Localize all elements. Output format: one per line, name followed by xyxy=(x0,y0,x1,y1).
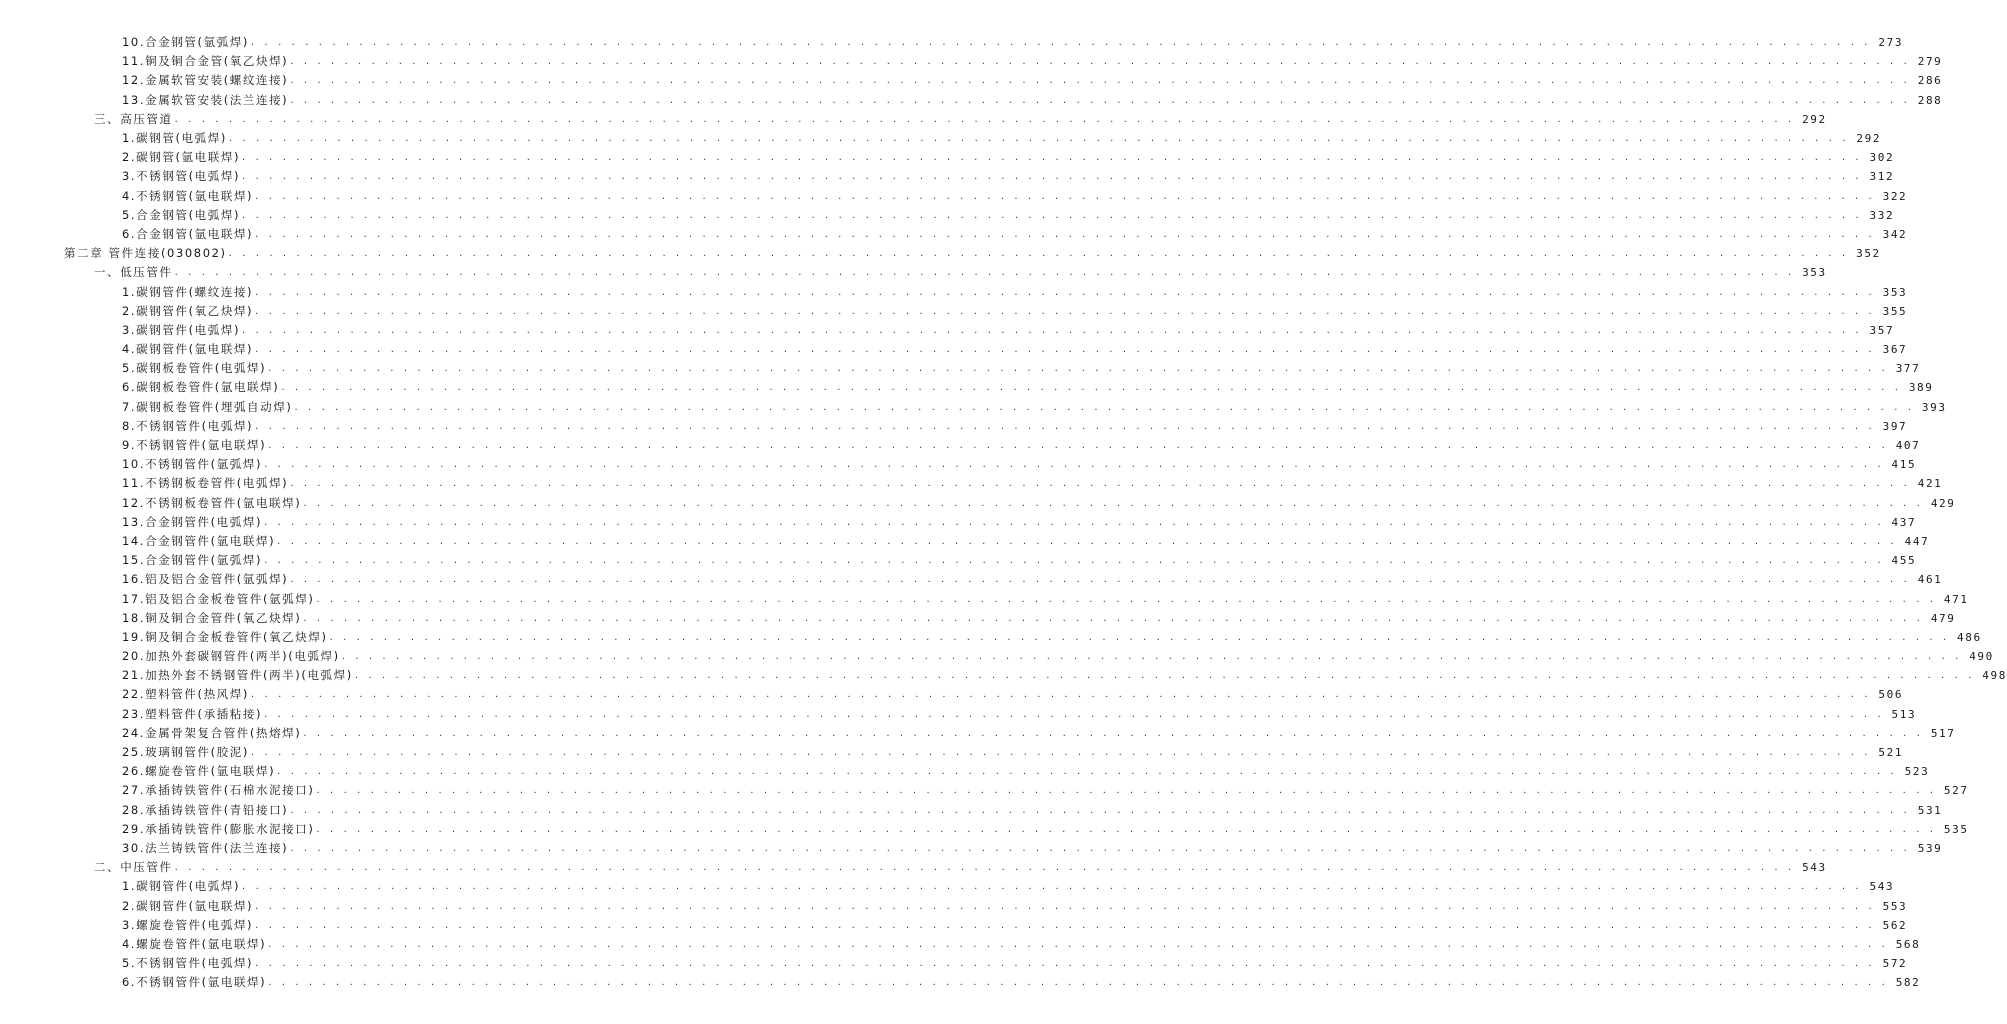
toc-dot-leader: . . . . . . . . . . . . . . . . . . . . . . . . . . . . . . . . . . . . . . . . . . . . . . . . . . . . . . . . . . . . . . . . . . . . . . . . . . . . . . . . . . . . . . . . . . . . . . . . . . . . . . . . . . . . . . . . . . . . . . . . xyxy=(264,555,1885,567)
toc-entry-title: 21.加热外套不锈钢管件(两半)(电弧焊) xyxy=(122,668,353,683)
toc-page-number: 429 xyxy=(1930,496,1956,510)
toc-page-number: 517 xyxy=(1930,726,1956,740)
toc-item-row xyxy=(0,455,1917,474)
toc-entry-title: 10.不锈钢管件(氩弧焊) xyxy=(122,457,263,472)
toc-item-row xyxy=(0,973,1921,992)
toc-entry-title: 25.玻璃钢管件(胶泥) xyxy=(122,745,249,760)
toc-dot-leader: . . . . . . . . . . . . . . . . . . . . . . . . . . . . . . . . . . . . . . . . . . . . . . . . . . . . . . . . . . . . . . . . . . . . . . . . . . . . . . . . . . . . . . . . . . . . . . . . . . . . . . . . . . . . . . . . . . . . . . . . xyxy=(250,689,1872,701)
toc-page-number: 355 xyxy=(1882,304,1908,318)
toc-page-number: 352 xyxy=(1856,247,1881,261)
toc-entry-title: 4.碳钢管件(氩电联焊) xyxy=(122,342,254,357)
toc-page-number: 292 xyxy=(1802,112,1827,126)
toc-entry-title: 5.碳钢板卷管件(电弧焊) xyxy=(122,361,267,376)
toc-page-number: 471 xyxy=(1943,592,1969,606)
toc-page-number: 389 xyxy=(1908,381,1934,395)
toc-page-number: 393 xyxy=(1921,400,1947,414)
toc-dot-leader: . . . . . . . . . . . . . . . . . . . . . . . . . . . . . . . . . . . . . . . . . . . . . . . . . . . . . . . . . . . . . . . . . . . . . . . . . . . . . . . . . . . . . . . . . . . . . . . . . . . . . . . . . . . . . . . . . . . . . . . . xyxy=(174,267,1795,279)
toc-dot-leader: . . . . . . . . . . . . . . . . . . . . . . . . . . . . . . . . . . . . . . . . . . . . . . . . . . . . . . . . . . . . . . . . . . . . . . . . . . . . . . . . . . . . . . . . . . . . . . . . . . . . . . . . . . . . . . . . . . . . . . . . xyxy=(303,727,1924,739)
toc-page-number: 498 xyxy=(1982,669,2007,683)
toc-entry-title: 6.碳钢板卷管件(氩电联焊) xyxy=(122,380,280,395)
toc-entry-title: 29.承插铸铁管件(膨胀水泥接口) xyxy=(122,821,315,836)
toc-page-number: 288 xyxy=(1917,93,1943,107)
toc-dot-leader: . . . . . . . . . . . . . . . . . . . . . . . . . . . . . . . . . . . . . . . . . . . . . . . . . . . . . . . . . . . . . . . . . . . . . . . . . . . . . . . . . . . . . . . . . . . . . . . . . . . . . . . . . . . . . . . . . . . . . . . . xyxy=(228,133,1850,145)
toc-dot-leader: . . . . . . . . . . . . . . . . . . . . . . . . . . . . . . . . . . . . . . . . . . . . . . . . . . . . . . . . . . . . . . . . . . . . . . . . . . . . . . . . . . . . . . . . . . . . . . . . . . . . . . . . . . . . . . . . . . . . . . . . xyxy=(303,497,1924,509)
toc-section-row xyxy=(0,110,1827,129)
toc-page-number: 415 xyxy=(1891,458,1917,472)
toc-dot-leader: . . . . . . . . . . . . . . . . . . . . . . . . . . . . . . . . . . . . . . . . . . . . . . . . . . . . . . . . . . . . . . . . . . . . . . . . . . . . . . . . . . . . . . . . . . . . . . . . . . . . . . . . . . . . . . . . . . . . . . . . xyxy=(174,113,1795,125)
toc-section-row xyxy=(0,858,1827,877)
toc-page-number: 455 xyxy=(1891,554,1917,568)
toc-dot-leader: . . . . . . . . . . . . . . . . . . . . . . . . . . . . . . . . . . . . . . . . . . . . . . . . . . . . . . . . . . . . . . . . . . . . . . . . . . . . . . . . . . . . . . . . . . . . . . . . . . . . . . . . . . . . . . . . . . . . . . . . xyxy=(174,862,1795,874)
toc-dot-leader: . . . . . . . . . . . . . . . . . . . . . . . . . . . . . . . . . . . . . . . . . . . . . . . . . . . . . . . . . . . . . . . . . . . . . . . . . . . . . . . . . . . . . . . . . . . . . . . . . . . . . . . . . . . . . . . . . . . . . . . . xyxy=(329,631,1950,643)
toc-section-row xyxy=(0,263,1827,282)
toc-dot-leader: . . . . . . . . . . . . . . . . . . . . . . . . . . . . . . . . . . . . . . . . . . . . . . . . . . . . . . . . . . . . . . . . . . . . . . . . . . . . . . . . . . . . . . . . . . . . . . . . . . . . . . . . . . . . . . . . . . . . . . . . xyxy=(255,286,1876,298)
toc-dot-leader: . . . . . . . . . . . . . . . . . . . . . . . . . . . . . . . . . . . . . . . . . . . . . . . . . . . . . . . . . . . . . . . . . . . . . . . . . . . . . . . . . . . . . . . . . . . . . . . . . . . . . . . . . . . . . . . . . . . . . . . . xyxy=(294,401,1915,413)
toc-item-row xyxy=(0,532,1930,551)
toc-page-number: 562 xyxy=(1882,918,1908,932)
toc-dot-leader: . . . . . . . . . . . . . . . . . . . . . . . . . . . . . . . . . . . . . . . . . . . . . . . . . . . . . . . . . . . . . . . . . . . . . . . . . . . . . . . . . . . . . . . . . . . . . . . . . . . . . . . . . . . . . . . . . . . . . . . . xyxy=(250,747,1872,759)
toc-page-number: 535 xyxy=(1943,822,1969,836)
toc-dot-leader: . . . . . . . . . . . . . . . . . . . . . . . . . . . . . . . . . . . . . . . . . . . . . . . . . . . . . . . . . . . . . . . . . . . . . . . . . . . . . . . . . . . . . . . . . . . . . . . . . . . . . . . . . . . . . . . . . . . . . . . . xyxy=(228,248,1849,260)
toc-item-row xyxy=(0,187,1908,206)
toc-page-number: 521 xyxy=(1878,746,1904,760)
toc-dot-leader: . . . . . . . . . . . . . . . . . . . . . . . . . . . . . . . . . . . . . . . . . . . . . . . . . . . . . . . . . . . . . . . . . . . . . . . . . . . . . . . . . . . . . . . . . . . . . . . . . . . . . . . . . . . . . . . . . . . . . . . . xyxy=(255,900,1876,912)
toc-item-row xyxy=(0,378,1934,397)
toc-item-row xyxy=(0,801,1943,820)
toc-entry-title: 19.铜及铜合金板卷管件(氧乙炔焊) xyxy=(122,629,328,644)
toc-item-row xyxy=(0,52,1943,71)
toc-item-row xyxy=(0,33,1904,52)
toc-entry-title: 2.碳钢管件(氧乙炔焊) xyxy=(122,303,254,318)
toc-dot-leader: . . . . . . . . . . . . . . . . . . . . . . . . . . . . . . . . . . . . . . . . . . . . . . . . . . . . . . . . . . . . . . . . . . . . . . . . . . . . . . . . . . . . . . . . . . . . . . . . . . . . . . . . . . . . . . . . . . . . . . . . xyxy=(242,881,1863,893)
toc-dot-leader: . . . . . . . . . . . . . . . . . . . . . . . . . . . . . . . . . . . . . . . . . . . . . . . . . . . . . . . . . . . . . . . . . . . . . . . . . . . . . . . . . . . . . . . . . . . . . . . . . . . . . . . . . . . . . . . . . . . . . . . . xyxy=(303,612,1924,624)
toc-entry-title: 12.金属软管安装(螺纹连接) xyxy=(122,73,289,88)
toc-page-number: 353 xyxy=(1882,285,1908,299)
toc-page-number: 332 xyxy=(1869,208,1895,222)
toc-entry-title: 22.塑料管件(热风焊) xyxy=(122,687,249,702)
toc-entry-title: 20.加热外套碳钢管件(两半)(电弧焊) xyxy=(122,649,340,664)
toc-item-row xyxy=(0,628,1982,647)
toc-page-number: 279 xyxy=(1917,55,1943,69)
toc-page-number: 461 xyxy=(1917,573,1943,587)
toc-page-number: 312 xyxy=(1869,170,1895,184)
toc-page-number: 479 xyxy=(1930,611,1956,625)
toc-entry-title: 5.不锈钢管件(电弧焊) xyxy=(122,956,254,971)
toc-entry-title: 3.不锈钢管(电弧焊) xyxy=(122,169,241,184)
toc-chapter-row xyxy=(0,244,1881,263)
toc-dot-leader: . . . . . . . . . . . . . . . . . . . . . . . . . . . . . . . . . . . . . . . . . . . . . . . . . . . . . . . . . . . . . . . . . . . . . . . . . . . . . . . . . . . . . . . . . . . . . . . . . . . . . . . . . . . . . . . . . . . . . . . . xyxy=(290,56,1911,68)
toc-item-row xyxy=(0,225,1908,244)
toc-item-row xyxy=(0,589,1969,608)
toc-item-row xyxy=(0,896,1908,915)
toc-item-row xyxy=(0,91,1943,110)
toc-entry-title: 15.合金钢管件(氩弧焊) xyxy=(122,553,263,568)
toc-entry-title: 5.合金钢管(电弧焊) xyxy=(122,207,241,222)
toc-item-row xyxy=(0,513,1917,532)
toc-page-number: 527 xyxy=(1943,784,1969,798)
toc-page-number: 506 xyxy=(1878,688,1904,702)
toc-entry-title: 13.合金钢管件(电弧焊) xyxy=(122,514,263,529)
toc-dot-leader: . . . . . . . . . . . . . . . . . . . . . . . . . . . . . . . . . . . . . . . . . . . . . . . . . . . . . . . . . . . . . . . . . . . . . . . . . . . . . . . . . . . . . . . . . . . . . . . . . . . . . . . . . . . . . . . . . . . . . . . . xyxy=(290,842,1911,854)
toc-entry-title: 13.金属软管安装(法兰连接) xyxy=(122,92,289,107)
toc-page-number: 302 xyxy=(1869,151,1895,165)
toc-entry-title: 4.螺旋卷管件(氩电联焊) xyxy=(122,936,267,951)
toc-dot-leader: . . . . . . . . . . . . . . . . . . . . . . . . . . . . . . . . . . . . . . . . . . . . . . . . . . . . . . . . . . . . . . . . . . . . . . . . . . . . . . . . . . . . . . . . . . . . . . . . . . . . . . . . . . . . . . . . . . . . . . . . xyxy=(250,37,1872,49)
toc-page-number: 513 xyxy=(1891,707,1917,721)
toc-page-number: 543 xyxy=(1802,861,1827,875)
toc-dot-leader: . . . . . . . . . . . . . . . . . . . . . . . . . . . . . . . . . . . . . . . . . . . . . . . . . . . . . . . . . . . . . . . . . . . . . . . . . . . . . . . . . . . . . . . . . . . . . . . . . . . . . . . . . . . . . . . . . . . . . . . . xyxy=(242,324,1863,336)
toc-dot-leader: . . . . . . . . . . . . . . . . . . . . . . . . . . . . . . . . . . . . . . . . . . . . . . . . . . . . . . . . . . . . . . . . . . . . . . . . . . . . . . . . . . . . . . . . . . . . . . . . . . . . . . . . . . . . . . . . . . . . . . . . xyxy=(316,785,1937,797)
toc-page-number: 582 xyxy=(1895,976,1921,990)
toc-dot-leader: . . . . . . . . . . . . . . . . . . . . . . . . . . . . . . . . . . . . . . . . . . . . . . . . . . . . . . . . . . . . . . . . . . . . . . . . . . . . . . . . . . . . . . . . . . . . . . . . . . . . . . . . . . . . . . . . . . . . . . . . xyxy=(290,804,1911,816)
toc-dot-leader: . . . . . . . . . . . . . . . . . . . . . . . . . . . . . . . . . . . . . . . . . . . . . . . . . . . . . . . . . . . . . . . . . . . . . . . . . . . . . . . . . . . . . . . . . . . . . . . . . . . . . . . . . . . . . . . . . . . . . . . . xyxy=(264,459,1885,471)
toc-item-row xyxy=(0,724,1956,743)
toc-page-number: 543 xyxy=(1869,880,1895,894)
toc-dot-leader: . . . . . . . . . . . . . . . . . . . . . . . . . . . . . . . . . . . . . . . . . . . . . . . . . . . . . . . . . . . . . . . . . . . . . . . . . . . . . . . . . . . . . . . . . . . . . . . . . . . . . . . . . . . . . . . . . . . . . . . . xyxy=(290,574,1911,586)
toc-item-row xyxy=(0,954,1908,973)
toc-item-row xyxy=(0,71,1943,90)
toc-page-number: 447 xyxy=(1904,534,1930,548)
toc-item-row xyxy=(0,167,1895,186)
toc-dot-leader: . . . . . . . . . . . . . . . . . . . . . . . . . . . . . . . . . . . . . . . . . . . . . . . . . . . . . . . . . . . . . . . . . . . . . . . . . . . . . . . . . . . . . . . . . . . . . . . . . . . . . . . . . . . . . . . . . . . . . . . . xyxy=(341,651,1962,663)
toc-entry-title: 1.碳钢管件(螺纹连接) xyxy=(122,284,254,299)
toc-dot-leader: . . . . . . . . . . . . . . . . . . . . . . . . . . . . . . . . . . . . . . . . . . . . . . . . . . . . . . . . . . . . . . . . . . . . . . . . . . . . . . . . . . . . . . . . . . . . . . . . . . . . . . . . . . . . . . . . . . . . . . . . xyxy=(268,977,1889,989)
toc-page-number: 421 xyxy=(1917,477,1943,491)
toc-item-row xyxy=(0,839,1943,858)
toc-dot-leader: . . . . . . . . . . . . . . . . . . . . . . . . . . . . . . . . . . . . . . . . . . . . . . . . . . . . . . . . . . . . . . . . . . . . . . . . . . . . . . . . . . . . . . . . . . . . . . . . . . . . . . . . . . . . . . . . . . . . . . . . xyxy=(290,478,1911,490)
toc-entry-title: 18.铜及铜合金管件(氧乙炔焊) xyxy=(122,610,302,625)
toc-item-row xyxy=(0,436,1921,455)
toc-dot-leader: . . . . . . . . . . . . . . . . . . . . . . . . . . . . . . . . . . . . . . . . . . . . . . . . . . . . . . . . . . . . . . . . . . . . . . . . . . . . . . . . . . . . . . . . . . . . . . . . . . . . . . . . . . . . . . . . . . . . . . . . xyxy=(316,823,1937,835)
toc-item-row xyxy=(0,494,1956,513)
toc-item-row xyxy=(0,916,1908,935)
toc-page-number: 397 xyxy=(1882,419,1908,433)
toc-item-row xyxy=(0,129,1882,148)
toc-entry-title: 1.碳钢管(电弧焊) xyxy=(122,131,227,146)
toc-entry-title: 14.合金钢管件(氩电联焊) xyxy=(122,533,276,548)
toc-page-number: 377 xyxy=(1895,362,1921,376)
toc-page-number: 353 xyxy=(1802,266,1827,280)
toc-entry-title: 三、高压管道 xyxy=(94,111,173,126)
toc-dot-leader: . . . . . . . . . . . . . . . . . . . . . . . . . . . . . . . . . . . . . . . . . . . . . . . . . . . . . . . . . . . . . . . . . . . . . . . . . . . . . . . . . . . . . . . . . . . . . . . . . . . . . . . . . . . . . . . . . . . . . . . . xyxy=(316,593,1937,605)
toc-item-row xyxy=(0,935,1921,954)
toc-entry-title: 30.法兰铸铁管件(法兰连接) xyxy=(122,840,289,855)
toc-dot-leader: . . . . . . . . . . . . . . . . . . . . . . . . . . . . . . . . . . . . . . . . . . . . . . . . . . . . . . . . . . . . . . . . . . . . . . . . . . . . . . . . . . . . . . . . . . . . . . . . . . . . . . . . . . . . . . . . . . . . . . . . xyxy=(268,363,1889,375)
toc-dot-leader: . . . . . . . . . . . . . . . . . . . . . . . . . . . . . . . . . . . . . . . . . . . . . . . . . . . . . . . . . . . . . . . . . . . . . . . . . . . . . . . . . . . . . . . . . . . . . . . . . . . . . . . . . . . . . . . . . . . . . . . . xyxy=(242,171,1863,183)
toc-item-row xyxy=(0,302,1908,321)
toc-entry-title: 6.不锈钢管件(氩电联焊) xyxy=(122,975,267,990)
toc-page-number: 523 xyxy=(1904,765,1930,779)
toc-page-number: 407 xyxy=(1895,439,1921,453)
toc-dot-leader: . . . . . . . . . . . . . . . . . . . . . . . . . . . . . . . . . . . . . . . . . . . . . . . . . . . . . . . . . . . . . . . . . . . . . . . . . . . . . . . . . . . . . . . . . . . . . . . . . . . . . . . . . . . . . . . . . . . . . . . . xyxy=(290,75,1911,87)
toc-item-row xyxy=(0,666,2007,685)
toc-item-row xyxy=(0,762,1930,781)
toc-page-number: 490 xyxy=(1969,650,1994,664)
toc-dot-leader: . . . . . . . . . . . . . . . . . . . . . . . . . . . . . . . . . . . . . . . . . . . . . . . . . . . . . . . . . . . . . . . . . . . . . . . . . . . . . . . . . . . . . . . . . . . . . . . . . . . . . . . . . . . . . . . . . . . . . . . . xyxy=(255,228,1876,240)
toc-page-number: 322 xyxy=(1882,189,1908,203)
toc-item-row xyxy=(0,282,1908,301)
toc-dot-leader: . . . . . . . . . . . . . . . . . . . . . . . . . . . . . . . . . . . . . . . . . . . . . . . . . . . . . . . . . . . . . . . . . . . . . . . . . . . . . . . . . . . . . . . . . . . . . . . . . . . . . . . . . . . . . . . . . . . . . . . . xyxy=(277,766,1898,778)
toc-entry-title: 17.铝及铝合金板卷管件(氩弧焊) xyxy=(122,591,315,606)
toc-entry-title: 28.承插铸铁管件(青铅接口) xyxy=(122,802,289,817)
toc-page-number: 539 xyxy=(1917,841,1943,855)
toc-entry-title: 6.合金钢管(氩电联焊) xyxy=(122,226,254,241)
toc-entry-title: 1.碳钢管件(电弧焊) xyxy=(122,879,241,894)
toc-page-number: 437 xyxy=(1891,515,1917,529)
toc-entry-title: 24.金属骨架复合管件(热熔焊) xyxy=(122,725,302,740)
toc-page-number: 292 xyxy=(1856,132,1882,146)
toc-page-number: 286 xyxy=(1917,74,1943,88)
toc-entry-title: 11.铜及铜合金管(氧乙炔焊) xyxy=(122,54,289,69)
toc-page-number: 572 xyxy=(1882,957,1908,971)
toc-dot-leader: . . . . . . . . . . . . . . . . . . . . . . . . . . . . . . . . . . . . . . . . . . . . . . . . . . . . . . . . . . . . . . . . . . . . . . . . . . . . . . . . . . . . . . . . . . . . . . . . . . . . . . . . . . . . . . . . . . . . . . . . xyxy=(354,670,1975,682)
toc-entry-title: 一、低压管件 xyxy=(94,265,173,280)
toc-item-row xyxy=(0,609,1956,628)
toc-page-number: 531 xyxy=(1917,803,1943,817)
toc-entry-title: 16.铝及铝合金管件(氩弧焊) xyxy=(122,572,289,587)
toc-page-number: 568 xyxy=(1895,937,1921,951)
toc-dot-leader: . . . . . . . . . . . . . . . . . . . . . . . . . . . . . . . . . . . . . . . . . . . . . . . . . . . . . . . . . . . . . . . . . . . . . . . . . . . . . . . . . . . . . . . . . . . . . . . . . . . . . . . . . . . . . . . . . . . . . . . . xyxy=(242,152,1863,164)
toc-item-row xyxy=(0,877,1895,896)
toc-dot-leader: . . . . . . . . . . . . . . . . . . . . . . . . . . . . . . . . . . . . . . . . . . . . . . . . . . . . . . . . . . . . . . . . . . . . . . . . . . . . . . . . . . . . . . . . . . . . . . . . . . . . . . . . . . . . . . . . . . . . . . . . xyxy=(277,535,1898,547)
toc-entry-title: 9.不锈钢管件(氩电联焊) xyxy=(122,438,267,453)
toc-page-number: 273 xyxy=(1878,36,1904,50)
toc-entry-title: 2.碳钢管(氩电联焊) xyxy=(122,150,241,165)
toc-item-row xyxy=(0,820,1969,839)
toc-dot-leader: . . . . . . . . . . . . . . . . . . . . . . . . . . . . . . . . . . . . . . . . . . . . . . . . . . . . . . . . . . . . . . . . . . . . . . . . . . . . . . . . . . . . . . . . . . . . . . . . . . . . . . . . . . . . . . . . . . . . . . . . xyxy=(255,958,1876,970)
toc-entry-title: 第二章 管件连接(030802) xyxy=(64,246,227,261)
toc-dot-leader: . . . . . . . . . . . . . . . . . . . . . . . . . . . . . . . . . . . . . . . . . . . . . . . . . . . . . . . . . . . . . . . . . . . . . . . . . . . . . . . . . . . . . . . . . . . . . . . . . . . . . . . . . . . . . . . . . . . . . . . . xyxy=(268,440,1889,452)
toc-entry-title: 3.碳钢管件(电弧焊) xyxy=(122,322,241,337)
toc-entry-title: 2.碳钢管件(氩电联焊) xyxy=(122,898,254,913)
toc-item-row xyxy=(0,570,1943,589)
toc-item-row xyxy=(0,781,1969,800)
toc-dot-leader: . . . . . . . . . . . . . . . . . . . . . . . . . . . . . . . . . . . . . . . . . . . . . . . . . . . . . . . . . . . . . . . . . . . . . . . . . . . . . . . . . . . . . . . . . . . . . . . . . . . . . . . . . . . . . . . . . . . . . . . . xyxy=(255,190,1876,202)
toc-item-row xyxy=(0,705,1917,724)
toc-dot-leader: . . . . . . . . . . . . . . . . . . . . . . . . . . . . . . . . . . . . . . . . . . . . . . . . . . . . . . . . . . . . . . . . . . . . . . . . . . . . . . . . . . . . . . . . . . . . . . . . . . . . . . . . . . . . . . . . . . . . . . . . xyxy=(255,919,1876,931)
toc-dot-leader: . . . . . . . . . . . . . . . . . . . . . . . . . . . . . . . . . . . . . . . . . . . . . . . . . . . . . . . . . . . . . . . . . . . . . . . . . . . . . . . . . . . . . . . . . . . . . . . . . . . . . . . . . . . . . . . . . . . . . . . . xyxy=(255,305,1876,317)
toc-item-row xyxy=(0,551,1917,570)
toc-entry-title: 23.塑料管件(承插粘接) xyxy=(122,706,263,721)
toc-dot-leader: . . . . . . . . . . . . . . . . . . . . . . . . . . . . . . . . . . . . . . . . . . . . . . . . . . . . . . . . . . . . . . . . . . . . . . . . . . . . . . . . . . . . . . . . . . . . . . . . . . . . . . . . . . . . . . . . . . . . . . . . xyxy=(264,708,1885,720)
toc-dot-leader: . . . . . . . . . . . . . . . . . . . . . . . . . . . . . . . . . . . . . . . . . . . . . . . . . . . . . . . . . . . . . . . . . . . . . . . . . . . . . . . . . . . . . . . . . . . . . . . . . . . . . . . . . . . . . . . . . . . . . . . . xyxy=(264,516,1885,528)
toc-entry-title: 10.合金钢管(氩弧焊) xyxy=(122,35,249,50)
toc-item-row xyxy=(0,647,1994,666)
toc-dot-leader: . . . . . . . . . . . . . . . . . . . . . . . . . . . . . . . . . . . . . . . . . . . . . . . . . . . . . . . . . . . . . . . . . . . . . . . . . . . . . . . . . . . . . . . . . . . . . . . . . . . . . . . . . . . . . . . . . . . . . . . . xyxy=(255,344,1876,356)
toc-dot-leader: . . . . . . . . . . . . . . . . . . . . . . . . . . . . . . . . . . . . . . . . . . . . . . . . . . . . . . . . . . . . . . . . . . . . . . . . . . . . . . . . . . . . . . . . . . . . . . . . . . . . . . . . . . . . . . . . . . . . . . . . xyxy=(242,209,1863,221)
toc-page-number: 342 xyxy=(1882,227,1908,241)
toc-page-number: 367 xyxy=(1882,343,1908,357)
toc-entry-title: 8.不锈钢管件(电弧焊) xyxy=(122,418,254,433)
toc-page-number: 486 xyxy=(1957,630,1982,644)
toc-item-row xyxy=(0,743,1904,762)
toc-page-number: 553 xyxy=(1882,899,1908,913)
toc-entry-title: 12.不锈钢板卷管件(氩电联焊) xyxy=(122,495,302,510)
toc-entry-title: 11.不锈钢板卷管件(电弧焊) xyxy=(122,476,289,491)
toc-item-row xyxy=(0,398,1947,417)
toc-item-row xyxy=(0,359,1921,378)
toc-item-row xyxy=(0,474,1943,493)
toc-item-row xyxy=(0,321,1895,340)
toc-entry-title: 26.螺旋卷管件(氩电联焊) xyxy=(122,764,276,779)
toc-item-row xyxy=(0,685,1904,704)
toc-entry-title: 7.碳钢板卷管件(埋弧自动焊) xyxy=(122,399,293,414)
table-of-contents xyxy=(0,33,2007,992)
toc-dot-leader: . . . . . . . . . . . . . . . . . . . . . . . . . . . . . . . . . . . . . . . . . . . . . . . . . . . . . . . . . . . . . . . . . . . . . . . . . . . . . . . . . . . . . . . . . . . . . . . . . . . . . . . . . . . . . . . . . . . . . . . . xyxy=(255,420,1876,432)
toc-item-row xyxy=(0,148,1895,167)
toc-dot-leader: . . . . . . . . . . . . . . . . . . . . . . . . . . . . . . . . . . . . . . . . . . . . . . . . . . . . . . . . . . . . . . . . . . . . . . . . . . . . . . . . . . . . . . . . . . . . . . . . . . . . . . . . . . . . . . . . . . . . . . . . xyxy=(281,382,1902,394)
toc-dot-leader: . . . . . . . . . . . . . . . . . . . . . . . . . . . . . . . . . . . . . . . . . . . . . . . . . . . . . . . . . . . . . . . . . . . . . . . . . . . . . . . . . . . . . . . . . . . . . . . . . . . . . . . . . . . . . . . . . . . . . . . . xyxy=(268,938,1889,950)
toc-item-row xyxy=(0,340,1908,359)
toc-entry-title: 二、中压管件 xyxy=(94,860,173,875)
toc-item-row xyxy=(0,417,1908,436)
toc-page-number: 357 xyxy=(1869,323,1895,337)
toc-entry-title: 3.螺旋卷管件(电弧焊) xyxy=(122,917,254,932)
toc-entry-title: 4.不锈钢管(氩电联焊) xyxy=(122,188,254,203)
toc-entry-title: 27.承插铸铁管件(石棉水泥接口) xyxy=(122,783,315,798)
toc-dot-leader: . . . . . . . . . . . . . . . . . . . . . . . . . . . . . . . . . . . . . . . . . . . . . . . . . . . . . . . . . . . . . . . . . . . . . . . . . . . . . . . . . . . . . . . . . . . . . . . . . . . . . . . . . . . . . . . . . . . . . . . . xyxy=(290,94,1911,106)
toc-item-row xyxy=(0,206,1895,225)
